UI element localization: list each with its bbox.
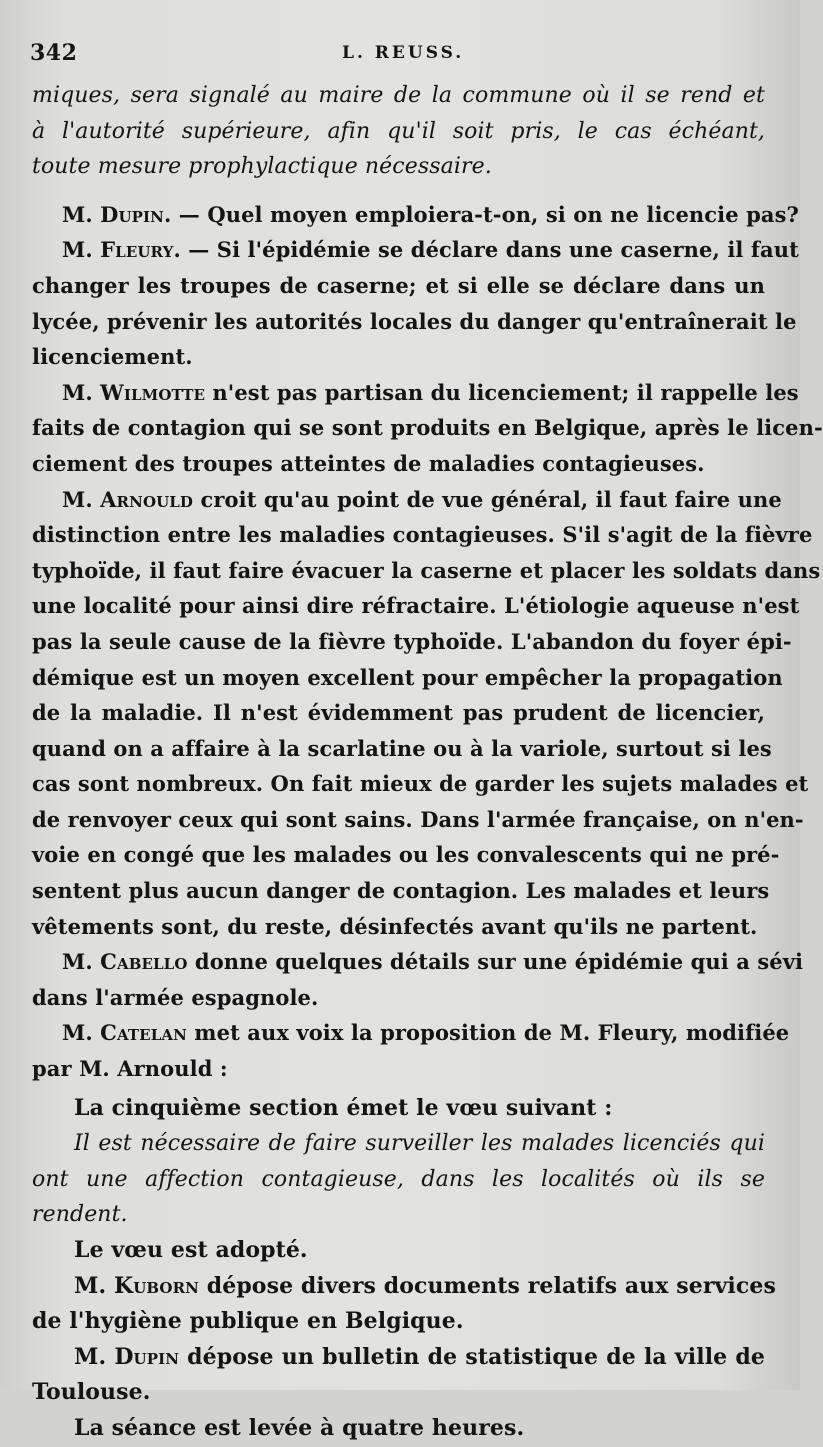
line-text: La cinquième section émet le vœu suivant : (74, 1094, 613, 1121)
text-line (32, 410, 823, 446)
line-text: ont une affection contagieuse, dans les localités où ils se (32, 1166, 765, 1192)
line-text: miques, sera signalé au maire de la commune où il se rend et (32, 83, 765, 108)
line-text: changer les troupes de caserne; et si elle se déclare dans un (32, 272, 765, 298)
line-text: ciement des troupes atteintes de maladies contagieuses. (32, 450, 705, 476)
text-line (32, 268, 765, 304)
text-line (32, 766, 809, 802)
text-line (32, 375, 799, 411)
line-text: met aux voix la proposition de M. Fleury, modifiée (186, 1020, 790, 1046)
line-text: Le vœu est adopté. (74, 1237, 308, 1263)
page-header (30, 40, 770, 76)
text-line (32, 1340, 765, 1376)
line-text: dépose divers documents relatifs aux services (198, 1272, 776, 1299)
text-line (32, 1126, 765, 1162)
text-line (32, 588, 800, 624)
text-line (32, 1051, 765, 1087)
text-line (32, 78, 765, 114)
text-line (32, 1269, 776, 1305)
line-text: distinction entre les maladies contagieuses. S'il s'agit de la fièvre (32, 522, 813, 548)
speaker-name: M. Fleury. (62, 237, 181, 263)
text-line (32, 837, 780, 873)
text-line (32, 482, 782, 518)
text-line (32, 553, 821, 589)
page-number: 342 (30, 40, 78, 66)
line-text: sentent plus aucun danger de contagion. Les malades et leurs (32, 878, 770, 904)
line-text: dépose un bulletin de statistique de la ville de (179, 1343, 765, 1370)
speaker-name: M. Kuborn (74, 1272, 199, 1299)
text-line (32, 446, 765, 482)
text-line (32, 873, 770, 909)
text-line (32, 624, 792, 660)
text-line (32, 980, 765, 1016)
text-line (32, 1091, 765, 1127)
line-text: donne quelques détails sur une épidémie qui a sévi (187, 949, 804, 975)
line-text: cas sont nombreux. On fait mieux de garder les sujets malades et (32, 771, 809, 797)
text-line (32, 517, 813, 553)
text-line (32, 731, 772, 767)
line-text: rendent. (32, 1202, 128, 1228)
text-line (32, 1162, 765, 1198)
text-line (32, 909, 765, 945)
text-line (32, 1015, 790, 1051)
line-text: Il est nécessaire de faire surveiller les malades licenciés qui (74, 1131, 765, 1157)
text-line (32, 1304, 765, 1340)
line-text: Toulouse. (32, 1379, 151, 1406)
page-body (32, 78, 823, 1447)
speaker-name: M. Dupin. (62, 201, 172, 227)
line-text: faits de contagion qui se sont produits en Belgique, après le licen- (32, 415, 823, 441)
text-line (32, 114, 765, 150)
line-text: La séance est levée à quatre heures. (74, 1414, 525, 1441)
speaker-name: M. Dupin (74, 1343, 180, 1370)
text-line (32, 1411, 765, 1447)
text-line (32, 339, 765, 375)
text-line (32, 197, 799, 233)
text-line (32, 802, 804, 838)
line-text: typhoïde, il faut faire évacuer la caserne et placer les soldats dans (32, 557, 821, 583)
text-line (32, 304, 797, 340)
line-text: — Si l'épidémie se déclare dans une caserne, il faut (180, 237, 799, 263)
line-text: de renvoyer ceux qui sont sains. Dans l'armée française, on n'en- (32, 806, 804, 832)
line-text: pas la seule cause de la fièvre typhoïde. L'abandon du foyer épi- (32, 628, 792, 654)
speaker-name: M. Arnould (62, 486, 194, 512)
text-line (32, 1375, 765, 1411)
speaker-name: M. Cabello (62, 949, 188, 975)
running-head: L. REUSS. (342, 43, 465, 63)
line-text: lycée, prévenir les autorités locales du danger qu'entraînerait le (32, 308, 797, 334)
line-text: vêtements sont, du reste, désinfectés avant qu'ils ne partent. (32, 913, 758, 939)
text-line (32, 1197, 765, 1233)
line-text: voie en congé que les malades ou les convalescents qui ne pré- (32, 842, 780, 868)
line-text: quand on a affaire à la scarlatine ou à la variole, surtout si les (32, 735, 772, 761)
line-text: licenciement. (32, 344, 193, 370)
speaker-name: M. Wilmotte (62, 379, 206, 405)
line-text: croit qu'au point de vue général, il faut faire une (193, 486, 782, 512)
line-text: à l'autorité supérieure, afin qu'il soit pris, le cas échéant, (32, 118, 765, 144)
line-text: par M. Arnould : (32, 1056, 228, 1082)
line-text: n'est pas partisan du licenciement; il rappelle les (205, 379, 799, 405)
text-line (32, 944, 804, 980)
line-text: de la maladie. Il n'est évidemment pas prudent de licencier, (32, 700, 765, 726)
line-text: une localité pour ainsi dire réfractaire. L'étiologie aqueuse n'est (32, 593, 800, 619)
line-text: démique est un moyen excellent pour empêcher la propagation (32, 664, 783, 690)
line-text: dans l'armée espagnole. (32, 984, 319, 1010)
text-line (32, 660, 783, 696)
text-line (32, 232, 799, 268)
line-text: — Quel moyen emploiera-t-on, si on ne licencie pas? (171, 201, 799, 227)
text-line (32, 1233, 765, 1269)
text-line (32, 149, 765, 185)
text-line (32, 695, 765, 731)
line-text: toute mesure prophylactique nécessaire. (32, 154, 492, 180)
speaker-name: M. Catelan (62, 1020, 187, 1046)
line-text: de l'hygiène publique en Belgique. (32, 1308, 464, 1335)
